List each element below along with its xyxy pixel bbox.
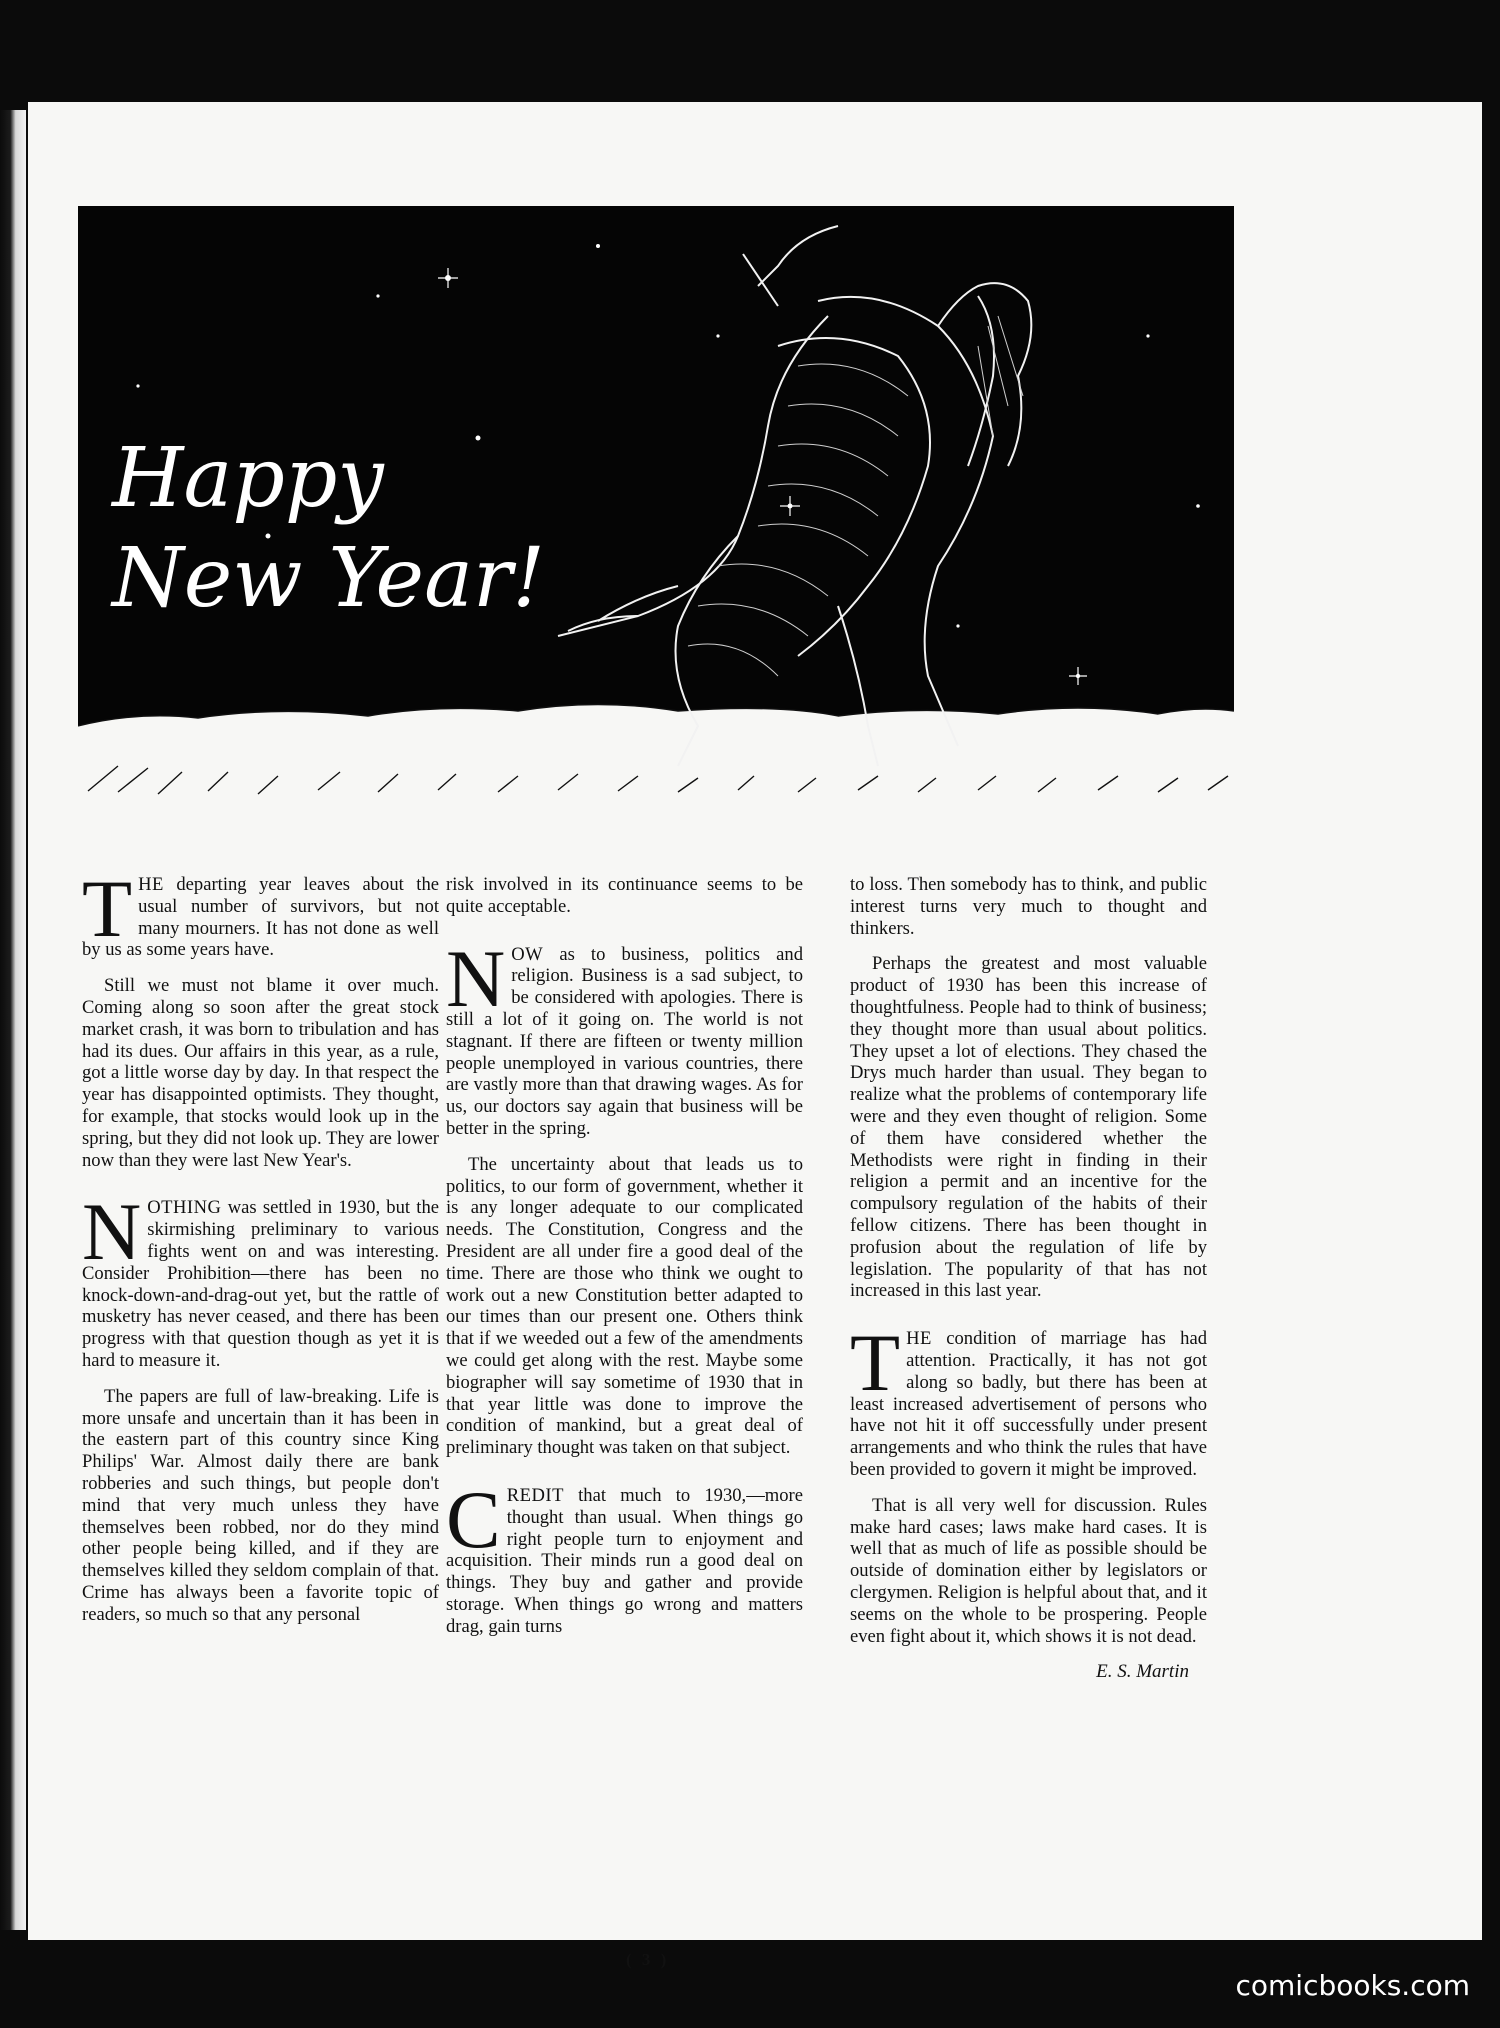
article-column-1 bbox=[82, 863, 439, 1640]
paragraph: The papers are full of law-breaking. Life is more unsafe and uncertain than it has been in the eastern part of this country since King Philips' War. Almost daily there are bank robberies and such things, but people don't mind that very much unless they have themselves been robbed, nor do they mind other people being killed, and if they are themselves killed they seldom complain of that. Crime has always been a favorite topic of readers, so much so that any personal bbox=[82, 1385, 439, 1625]
paragraph bbox=[82, 863, 439, 961]
drop-cap: T bbox=[850, 1317, 901, 1409]
paragraph: The uncertainty about that leads us to politics, to our form of government, whether it is any longer adequate to our complicated needs. The Constitution, Congress and the President are all under fire a good deal of the time. There are those who think we ought to work out a new Constitution better adapted to our times than our present one. Others think that if we weeded out a few of the amendments we could get along with the rest. Maybe some biographer will say sometime of 1930 that in that year little was done to improve the condition of mankind, but a great deal of preliminary thought was taken on that subject. bbox=[446, 1153, 803, 1459]
article-column-2 bbox=[446, 874, 803, 1652]
paragraph: Perhaps the greatest and most valuable product of 1930 has been this increase of thoughtfulness. People had to think of business; they thought more than usual about politics. They upset a lot of elections. They chased the Drys much harder than usual. They began to realize what the problems of contemporary life were and they even thought of religion. Some of them have considered whether the Methodists were right in finding in their religion a permit and an incentive for the compulsory regulation of the habits of their fellow citizens. There has been thought in profusion about the regulation of life by legislation. The popularity of that has not increased in this last year. bbox=[850, 953, 1207, 1302]
new-year-artwork bbox=[78, 206, 1234, 856]
title-happy: Happy bbox=[112, 431, 384, 526]
paragraph bbox=[446, 1473, 803, 1638]
paragraph-text: condition of marriage has had attention. Practically, it has not got along so badly, but there has been at least increased advertisement of persons who have not hit it off successfully under present arrangements and who think the rules that have been provided to govern it might be improved. bbox=[850, 1328, 1207, 1480]
lead-caps: OTHING bbox=[147, 1197, 222, 1219]
paragraph: Still we must not blame it over much. Coming along so soon after the great stock market crash, it was born to tribulation and has had its dues. Our affairs in this year, as a rule, got a little worse day by day. In that respect the year has disappointed optimists. They thought, for example, that stocks would look up in the spring, but they did not look up. They are lower now than they were last New Year's. bbox=[82, 975, 439, 1171]
drop-cap: C bbox=[446, 1473, 501, 1565]
lead-caps: OW bbox=[511, 943, 544, 965]
paragraph bbox=[446, 932, 803, 1140]
paragraph: to loss. Then somebody has to think, and public interest turns very much to thought and thinkers. bbox=[850, 874, 1207, 939]
page-number: ( 3 ) bbox=[626, 1950, 670, 1969]
drop-cap: T bbox=[82, 863, 133, 954]
drop-cap: N bbox=[82, 1186, 142, 1278]
paragraph-text: that much to 1930,—more thought than usual. When things go right people turn to enjoyment and acquisition. Their minds run a good deal on things. They buy and gather and provide storage. When things go wrong and matters drag, gain turns bbox=[446, 1484, 803, 1637]
paragraph bbox=[82, 1186, 439, 1371]
site-watermark: comicbooks.com bbox=[1235, 1969, 1470, 2002]
lead-caps: HE bbox=[906, 1328, 932, 1350]
author-signature: E. S. Martin bbox=[1096, 1661, 1189, 1683]
drop-cap: N bbox=[446, 932, 506, 1024]
paragraph: That is all very well for discussion. Rules make hard cases; laws make hard cases. It is well that as much of life as possible should be outside of domination either by legislators or clergymen. Religion is helpful about that, and it seems on the whole to be prospering. People even fight about it, which shows it is not dead. bbox=[850, 1494, 1207, 1647]
header-illustration bbox=[78, 206, 1234, 856]
article-column-3 bbox=[850, 874, 1207, 1683]
magazine-page bbox=[28, 102, 1482, 1969]
paragraph bbox=[850, 1317, 1207, 1481]
lead-caps: REDIT bbox=[506, 1484, 564, 1506]
binding-edge bbox=[0, 110, 26, 1930]
paragraph-text: departing year leaves about the usual number of survivors, but not many mourners. It has not done as well by us as some years have. bbox=[82, 874, 439, 961]
paragraph-text: as to business, politics and religion. Business is a sad subject, to be considered with apologies. There is still a lot of it going on. The world is not stagnant. If there are fifteen or twenty million people unemployed in various countries, there are vastly more than that drawing wages. As for us, our doctors say again that business will be better in the spring. bbox=[446, 943, 803, 1139]
paragraph-text: was settled in 1930, but the skirmishing preliminary to various fights went on and was interesting. Consider Prohibition—there has been no knock-down-and-drag-out yet, but the rattle of musketry has never ceased, and there has been progress with that question though as yet it is hard to measure it. bbox=[82, 1197, 439, 1371]
paragraph: risk involved in its continuance seems to be quite acceptable. bbox=[446, 874, 803, 917]
lead-caps: HE bbox=[138, 874, 164, 895]
title-new-year: New Year! bbox=[112, 531, 546, 626]
